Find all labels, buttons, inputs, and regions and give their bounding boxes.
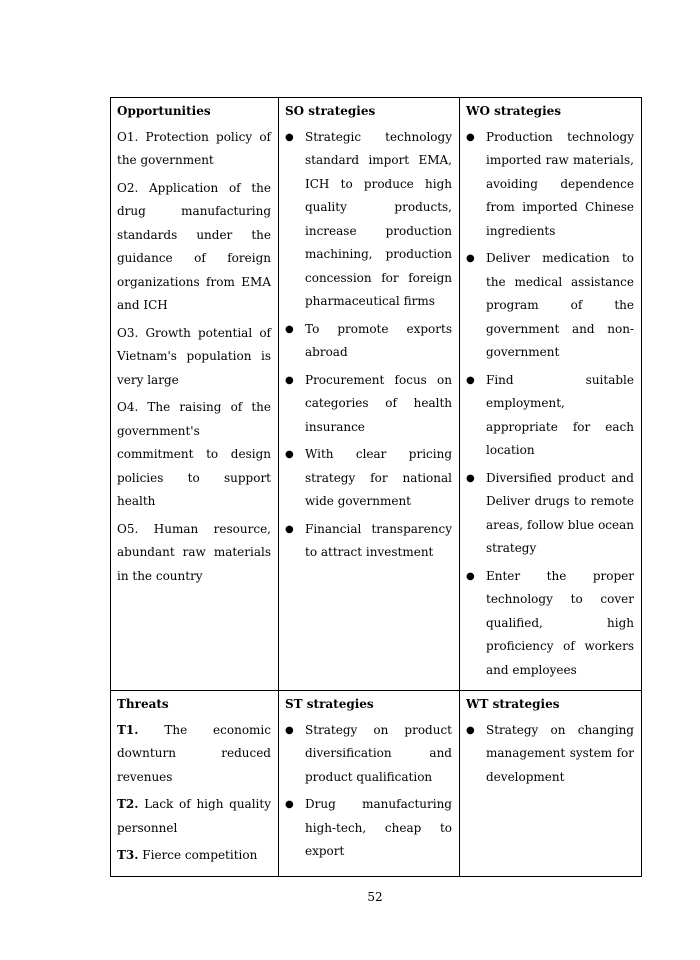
bullet-icon: ●: [466, 724, 475, 736]
bullet-icon: ●: [285, 449, 294, 460]
st-strategies-header: ST strategies: [285, 697, 374, 711]
opportunities-header: Opportunities: [117, 104, 211, 118]
so-strategy-text: To promote exports abroad: [305, 321, 452, 359]
wo-strategy-text: Find suitable employment, appropriate for each location: [486, 372, 634, 457]
threats-header: Threats: [117, 697, 169, 711]
threats-row: [111, 691, 642, 877]
st-strategy-text: Drug manufacturing high-tech, cheap to export: [305, 797, 452, 858]
wt-strategy-text: Strategy on changing management system for development: [486, 722, 634, 784]
wt-strategies-header: WT strategies: [466, 697, 560, 711]
so-strategy-item: [285, 443, 452, 514]
so-strategies-list: [285, 126, 452, 565]
wt-strategy-item: [466, 719, 634, 790]
so-strategy-text: With clear pricing strategy for national wide government: [305, 447, 452, 508]
swot-matrix-table: [110, 97, 642, 877]
wo-strategy-text: Production technology imported raw materials, avoiding dependence from imported Chinese ingredients: [486, 129, 634, 238]
threat-item: [117, 719, 271, 790]
wo-strategies-cell: [460, 98, 642, 691]
so-strategy-text: Procurement focus on categories of health insurance: [305, 372, 452, 434]
bullet-icon: ●: [285, 724, 294, 736]
st-strategy-item: [285, 719, 452, 790]
opportunity-item: O3. Growth potential of Vietnam's population is very large: [117, 325, 271, 387]
threat-text: Fierce competition: [142, 848, 258, 862]
wo-strategy-item: [466, 565, 634, 683]
so-strategies-cell: [279, 98, 460, 691]
bullet-icon: ●: [285, 131, 294, 143]
wo-strategy-text: Enter the proper technology to cover qualified, high proficiency of workers and employees: [486, 568, 634, 677]
wt-strategies-list: [466, 719, 634, 790]
wo-strategy-text: Deliver medication to the medical assistance program of the government and non-government: [486, 251, 634, 359]
threat-text: The economic downturn reduced revenues: [117, 722, 271, 784]
opportunity-item: O5. Human resource, abundant raw materials in the country: [117, 521, 271, 583]
st-strategies-list: [285, 719, 452, 864]
threat-code: T3.: [117, 848, 139, 862]
st-strategy-text: Strategy on product diversification and product qualification: [305, 722, 452, 784]
opportunities-cell: [111, 98, 279, 691]
bullet-icon: ●: [466, 472, 475, 484]
page-number: 52: [367, 890, 383, 904]
so-strategy-item: [285, 126, 452, 314]
wo-strategy-item: [466, 247, 634, 365]
opportunities-row: [111, 98, 642, 691]
so-strategy-item: [285, 318, 452, 365]
so-strategy-item: [285, 518, 452, 565]
wo-strategy-item: [466, 369, 634, 463]
st-strategies-cell: [279, 691, 460, 877]
opportunity-item: O4. The raising of the government's commitment to design policies to support health: [117, 400, 271, 508]
bullet-icon: ●: [285, 799, 294, 810]
bullet-icon: ●: [285, 323, 294, 335]
wo-strategy-item: [466, 467, 634, 561]
bullet-icon: ●: [285, 523, 294, 535]
threat-text: Lack of high quality personnel: [117, 797, 271, 835]
bullet-icon: ●: [466, 131, 475, 143]
so-strategies-header: SO strategies: [285, 104, 376, 118]
wo-strategies-header: WO strategies: [466, 104, 562, 118]
wo-strategies-list: [466, 126, 634, 683]
bullet-icon: ●: [466, 570, 475, 582]
bullet-icon: ●: [466, 253, 475, 264]
bullet-icon: ●: [466, 374, 475, 386]
threats-cell: [111, 691, 279, 877]
opportunity-item: O2. Application of the drug manufacturing standards under the guidance of foreign organizations from EMA and ICH: [117, 180, 271, 312]
threat-item: [117, 844, 271, 868]
wt-strategies-cell: [460, 691, 642, 877]
wo-strategy-item: [466, 126, 634, 244]
so-strategy-text: Financial transparency to attract investment: [305, 521, 452, 559]
threat-item: [117, 793, 271, 840]
threat-code: T2.: [117, 797, 139, 811]
so-strategy-item: [285, 369, 452, 440]
wo-strategy-text: Diversified product and Deliver drugs to remote areas, follow blue ocean strategy: [486, 470, 634, 555]
bullet-icon: ●: [285, 374, 294, 386]
st-strategy-item: [285, 793, 452, 864]
threat-code: T1.: [117, 722, 139, 737]
opportunity-item: O1. Protection policy of the government: [117, 129, 271, 167]
so-strategy-text: Strategic technology standard import EMA, ICH to produce high quality products, increase production machining, production concession for foreign pharmaceutical firms: [305, 129, 452, 308]
